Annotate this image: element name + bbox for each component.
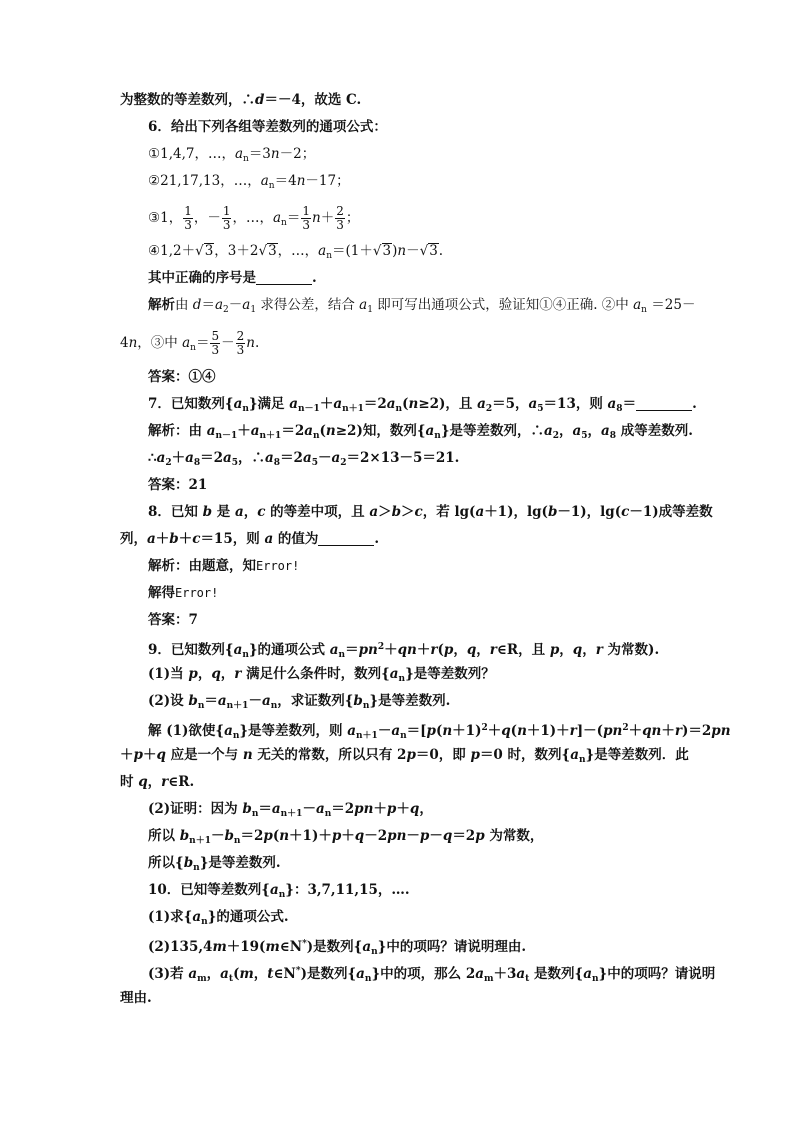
text-line: 解析：由 $a_{n-1}+a_{n+1}=2a_n(n\ge 2)$知，数列$\{a_n\}$是等差数列，$\therefore a_2$，$a_5$，$a_8$ 成等差数列. — [148, 423, 693, 441]
text-line: 10．已知等差数列$\{a_n\}$：3,7,11,15，…. — [148, 882, 410, 900]
text-line: 解析由 $d=a_2-a_1$ 求得公差，结合 $a_1$ 即可写出通项公式，验证知①④正确. ②中 $a_n =25-$ — [148, 297, 696, 315]
text-line: 9．已知数列$\{a_n\}$的通项公式 $a_n=pn^2+qn+r(p$，q，r∈R，且 p，q，r 为常数). — [148, 642, 660, 660]
text-line: ＋p＋q 应是一个与 n 无关的常数，所以只有 2p＝0，即 p＝0 时，数列$\{a_n\}$是等差数列．此 — [120, 747, 689, 765]
text-line: 解析：由题意，知Error! — [148, 558, 300, 574]
text-line: (1)求$\{a_n\}$的通项公式. — [148, 909, 289, 927]
text-line: 答案：7 — [148, 612, 198, 628]
text-line: 4n，③中 $a_n=$ $\frac{5}{3}$ － $\frac{2}{3}$ n. — [120, 329, 260, 357]
text-line: (3)若 $a_m$，$a_t(m$，t∈N*)是数列$\{a_n\}$中的项，那么 $2a_m+3a_t$ 是数列$\{a_n\}$中的项吗？请说明 — [148, 966, 716, 984]
text-line: 其中正确的序号是 . — [148, 270, 317, 286]
text-line: (2)135,4m＋19(m∈N*)是数列$\{a_n\}$中的项吗？请说明理由. — [148, 939, 527, 957]
text-line: (2)证明：因为 $b_n=a_{n+1}-a_n=2pn+p+q$， — [148, 801, 433, 819]
text-line: 所以$\{b_n\}$是等差数列. — [148, 855, 281, 873]
text-line: 时 q，r∈R. — [120, 774, 195, 790]
text-line: 答案：①④ — [148, 369, 216, 385]
text-line: 8．已知 b 是 a，c 的等差中项，且 a＞b＞c，若 lg(a＋1)，lg(b－1)，lg(c－1)成等差数 — [148, 504, 713, 520]
text-line: 解得Error! — [148, 585, 219, 601]
text-line: 为整数的等差数列，∴d＝－4，故选 C. — [120, 92, 362, 108]
text-line: 列，a＋b＋c＝15，则 a 的值为 . — [120, 531, 380, 547]
text-line: 答案：21 — [148, 477, 208, 493]
text-line: 6．给出下列各组等差数列的通项公式： — [148, 119, 387, 135]
text-line: $\therefore a_2+a_8=2a_5$，$\therefore a_8=2a_5-a_2=2\times 13-5=21$. — [148, 450, 460, 468]
text-line: ②21,17,13，…，$a_n=4n-17$； — [148, 173, 350, 191]
text-line: 所以 $b_{n+1}-b_n=2p(n+1)+p+q-2pn-p-q=2p$ 为常数， — [148, 828, 544, 846]
text-line: ③1， $\frac{1}{3}$ ，－ $\frac{1}{3}$ ，…，$a_n=$ $\frac{1}{3}$ n＋ $\frac{2}{3}$ ； — [148, 204, 360, 232]
text-line: ④1,2＋√3，3＋2√3，…，$a_n=(1+√3)n-√3$. — [148, 243, 444, 261]
text-line: 解 (1)欲使$\{a_n\}$是等差数列，则 $a_{n+1}-a_n=[p(n+1)^2+q(n+1)+r]-(pn^2+qn+r)=2pn$ — [148, 723, 731, 741]
text-line: 理由. — [120, 990, 152, 1006]
text-line: (1)当 p，q，r 满足什么条件时，数列$\{a_n\}$是等差数列？ — [148, 666, 495, 684]
text-line: 7．已知数列$\{a_n\}$满足 $a_{n-1}+a_{n+1}=2a_n(n\ge 2)$，且 $a_2=5$，$a_5=13$，则 $a_8=$ . — [148, 396, 697, 414]
text-line: ①1,4,7，…，$a_n=3n-2$； — [148, 146, 316, 164]
text-line: (2)设 $b_n=a_{n+1}-a_n$，求证数列$\{b_n\}$是等差数列. — [148, 693, 451, 711]
